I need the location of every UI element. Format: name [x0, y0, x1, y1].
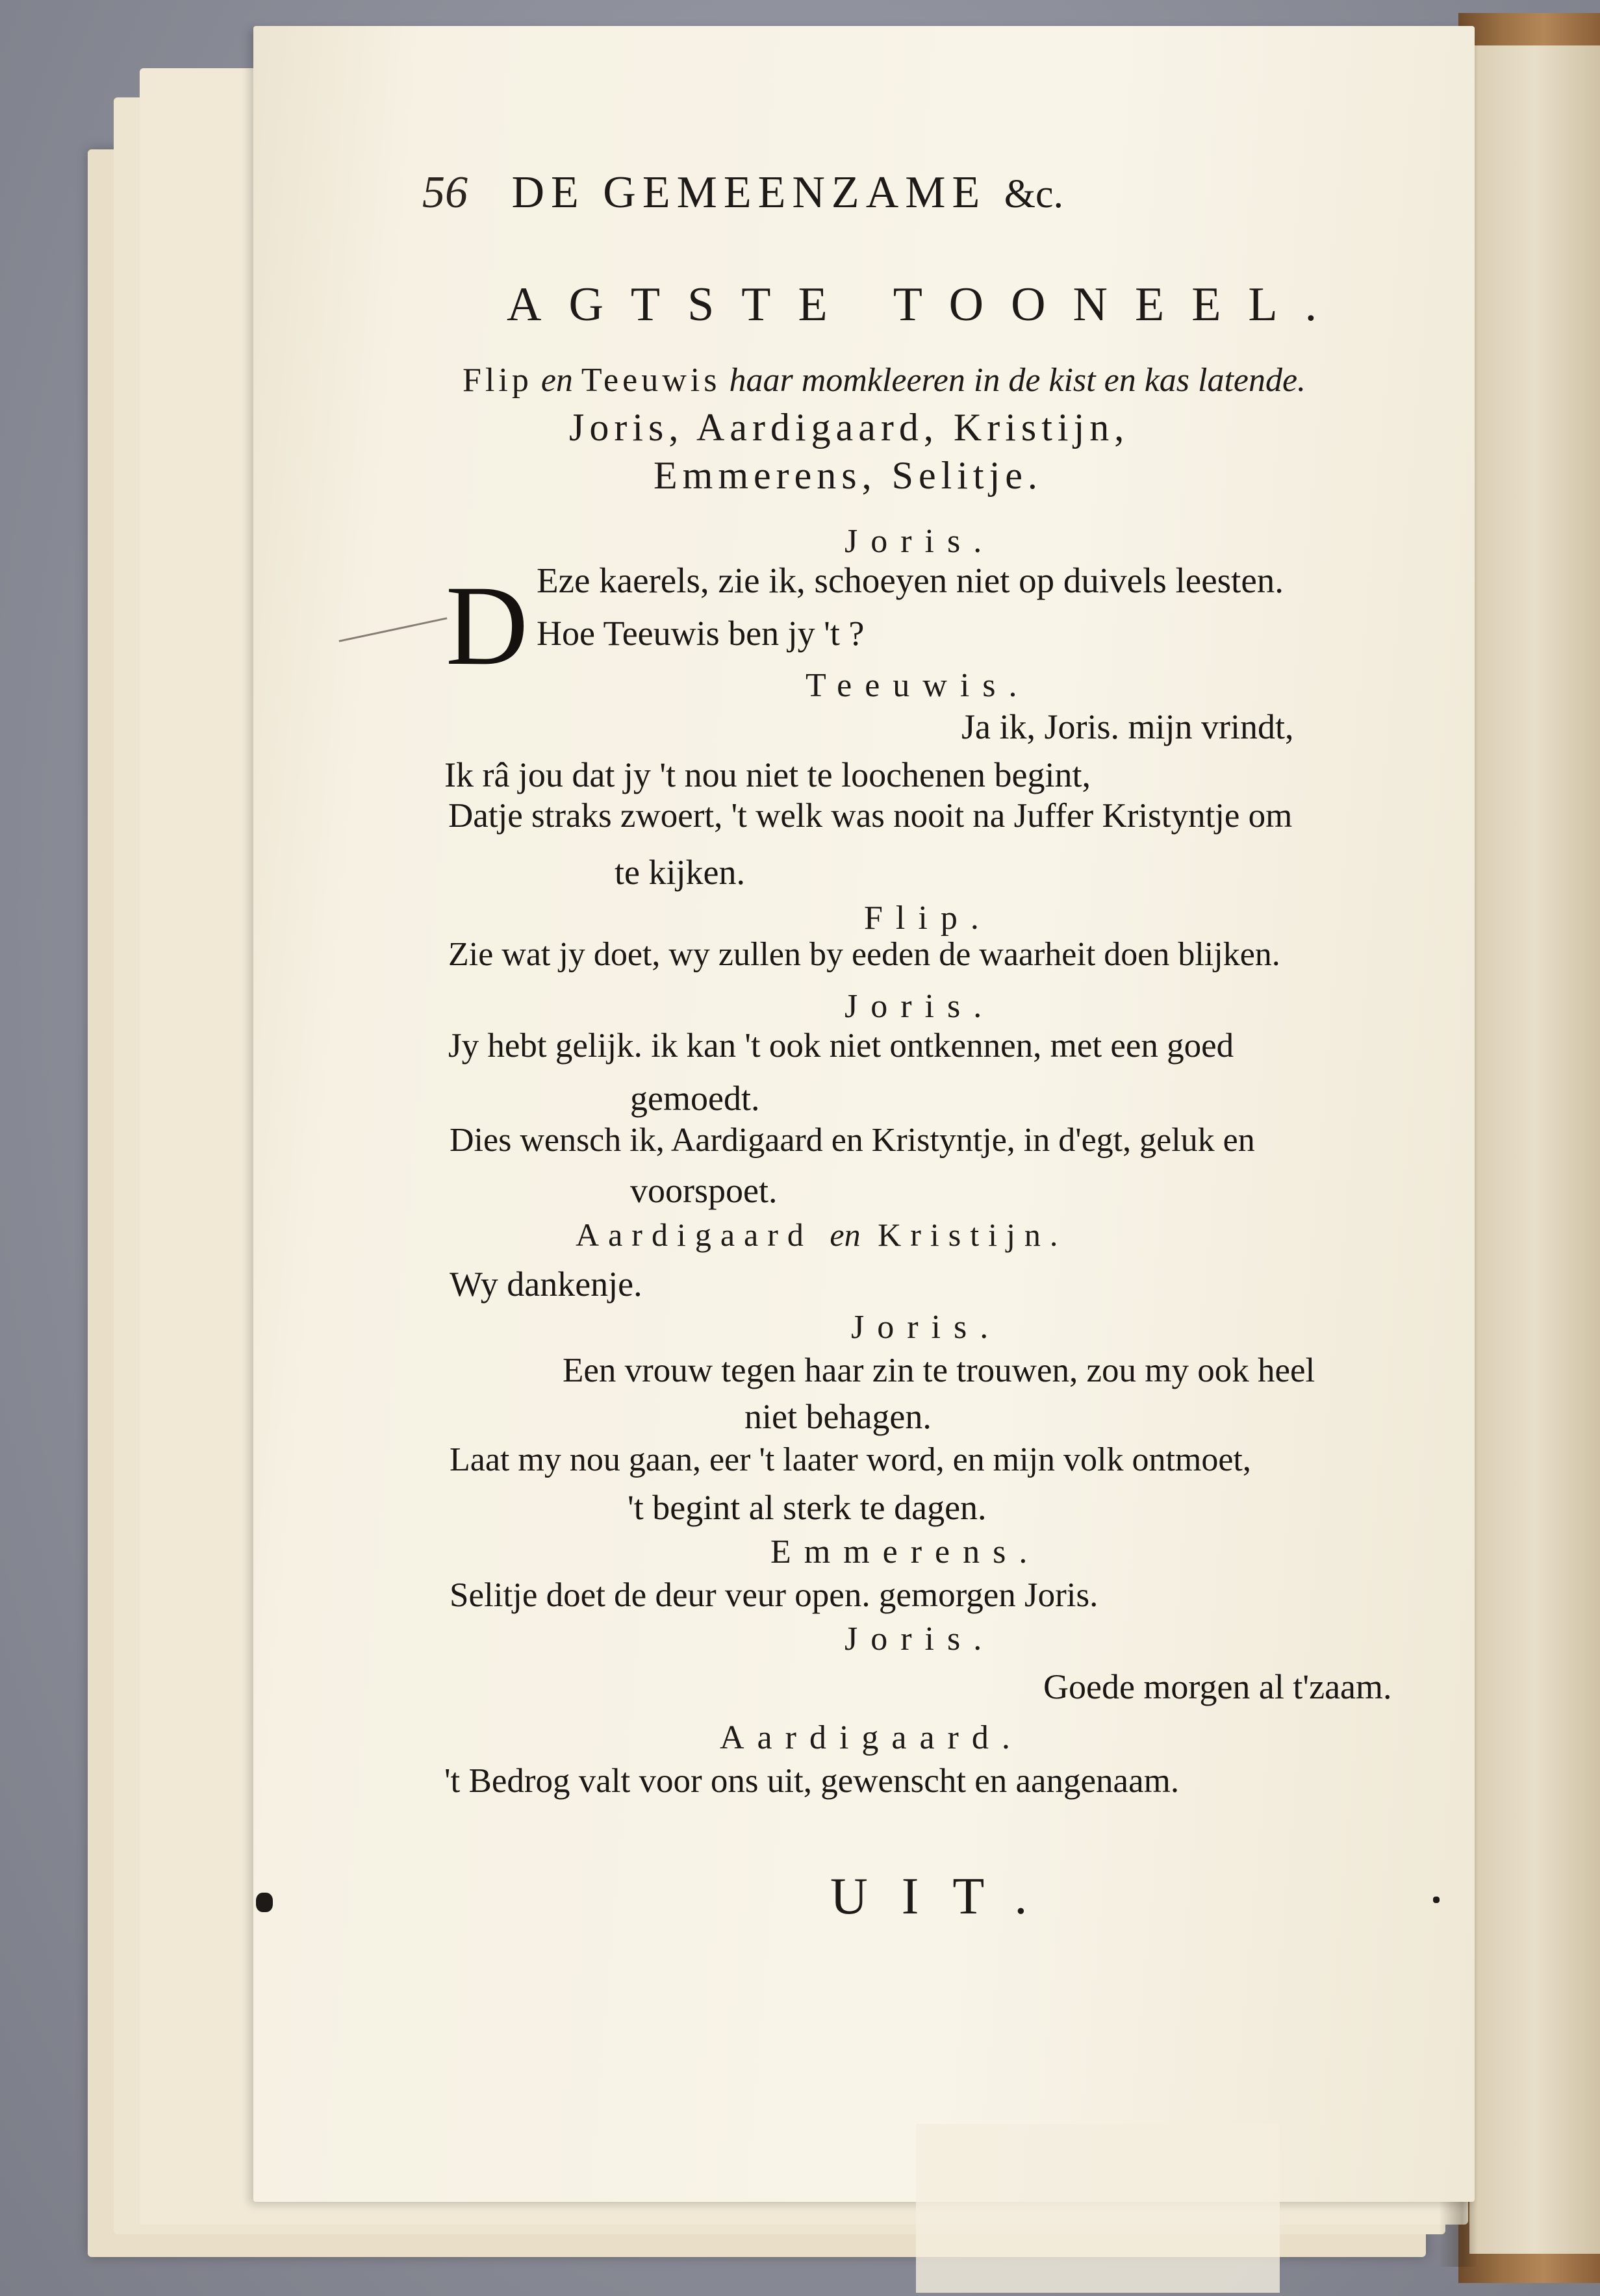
page-number: 56	[422, 168, 468, 218]
verse-line: Laat my nou gaan, eer 't laater word, en mijn volk ontmoet,	[450, 1441, 1251, 1478]
facing-page-edge	[1469, 45, 1600, 2254]
verse-line: voorspoet.	[630, 1171, 778, 1210]
verse-line: niet behagen.	[744, 1397, 932, 1436]
stage-connector: en	[540, 362, 573, 399]
verse-line: Hoe Teeuwis ben jy 't ?	[537, 614, 865, 653]
speaker-label	[576, 1218, 1067, 1251]
verse-line: Een vrouw tegen haar zin te trouwen, zou my ook heel	[563, 1352, 1315, 1389]
running-head	[422, 170, 1063, 216]
closing-word: UIT.	[830, 1868, 1061, 1925]
speaker-label: Flip.	[864, 900, 992, 937]
stage-name-flip: Flip	[463, 362, 533, 399]
verse-line: 't Bedrog valt voor ons uit, gewenscht en aangenaam.	[444, 1762, 1180, 1800]
verse-line: 't begint al sterk te dagen.	[628, 1488, 987, 1527]
running-title: DE GEMEENZAME	[511, 168, 987, 218]
stage-name-teeuwis: Teeuwis	[581, 362, 721, 399]
speaker-aardigaard: Aardigaard	[576, 1217, 813, 1253]
stage-action: haar momkleeren in de kist en kas latende.	[729, 362, 1306, 399]
scene-title: AGTSTE TOONEEL.	[507, 278, 1345, 331]
verse-line: Jy hebt gelijk. ik kan 't ook niet ontkennen, met een goed	[448, 1027, 1234, 1065]
speaker-label: Teeuwis.	[806, 667, 1030, 704]
verse-line: Ja ik, Joris. mijn vrindt,	[961, 707, 1294, 746]
speaker-label: Joris.	[844, 523, 995, 560]
cast-line: Emmerens, Selitje.	[654, 454, 1043, 497]
verse-line: Ik râ jou dat jy 't nou niet te loochenen begint,	[444, 755, 1091, 794]
ink-speck	[256, 1893, 273, 1912]
verse-line: gemoedt.	[630, 1079, 760, 1118]
paper-patch	[916, 2124, 1280, 2293]
speaker-label: Aardigaard.	[720, 1719, 1023, 1756]
drop-cap: D	[446, 562, 529, 689]
speaker-label: Joris.	[851, 1309, 1002, 1346]
verse-line: Eze kaerels, zie ik, schoeyen niet op duivels leesten.	[537, 561, 1284, 600]
verse-line: Selitje doet de deur veur open. gemorgen Joris.	[450, 1576, 1098, 1614]
speaker-label: Joris.	[844, 1621, 995, 1658]
verse-line: Datje straks zwoert, 't welk was nooit na Juffer Kristyntje om	[448, 797, 1293, 835]
verse-line: Dies wensch ik, Aardigaard en Kristyntje, in d'egt, geluk en	[450, 1122, 1255, 1159]
verse-line: Zie wat jy doet, wy zullen by eeden de waarheit doen blijken.	[448, 936, 1280, 973]
cast-line: Joris, Aardigaard, Kristijn,	[569, 406, 1130, 449]
ink-speck	[1433, 1897, 1440, 1903]
speaker-label: Joris.	[844, 988, 995, 1025]
verse-line: Goede morgen al t'zaam.	[1043, 1667, 1392, 1706]
verse-line: Wy dankenje.	[450, 1265, 642, 1304]
speaker-connector: en	[830, 1217, 861, 1253]
verse-line: te kijken.	[615, 853, 745, 892]
speaker-label: Emmerens.	[770, 1533, 1041, 1571]
stage-direction	[463, 364, 1306, 397]
running-suffix: &c.	[1004, 172, 1063, 216]
speaker-kristijn: Kristijn.	[878, 1217, 1067, 1253]
